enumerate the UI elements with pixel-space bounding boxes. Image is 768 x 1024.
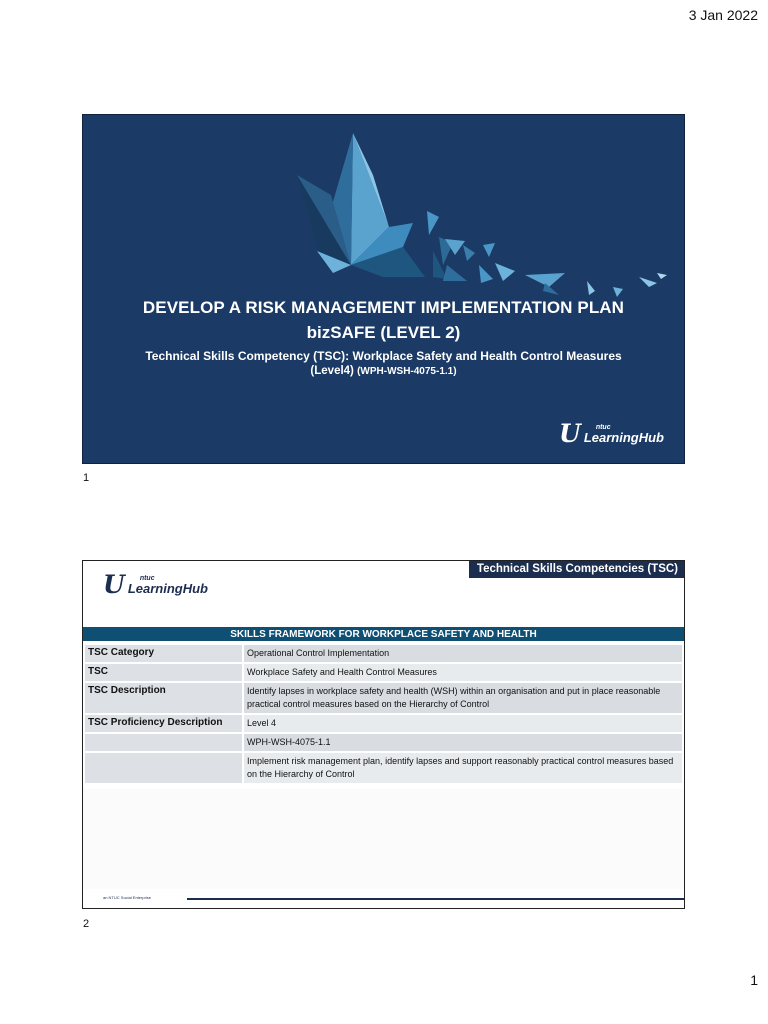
row-value: Workplace Safety and Health Control Measures [244, 664, 682, 681]
slide-footer [83, 897, 684, 900]
table-row [85, 734, 682, 751]
slide-2-number: 2 [83, 918, 90, 930]
row-value: Operational Control Implementation [244, 645, 682, 662]
u-logo-icon: U [559, 419, 581, 448]
tsc-header: Technical Skills Competencies (TSC) [469, 561, 684, 578]
footer-text: an NTUC Social Enterprise [103, 895, 152, 900]
tsc-line: Technical Skills Competency (TSC): Workplace Safety and Health Control Measures [145, 349, 622, 363]
row-value: WPH-WSH-4075-1.1 [244, 734, 682, 751]
course-code: (WPH-WSH-4075-1.1) [357, 366, 457, 377]
table-row [85, 715, 682, 732]
slide-1-number: 1 [83, 472, 90, 484]
slide-subtitle: bizSAFE (LEVEL 2) [306, 323, 461, 342]
row-label: TSC Description [85, 683, 242, 713]
page-number: 1 [750, 972, 758, 988]
table-row [85, 753, 682, 783]
logo-small-text: ntuc [595, 423, 611, 431]
row-value: Level 4 [244, 715, 682, 732]
logo-name: LearningHub [583, 429, 664, 445]
level-line: (Level4) (WPH-WSH-4075-1.1) [310, 365, 457, 377]
row-value: Identify lapses in workplace safety and health (WSH) within an organisation and put in place reasonable practical control measures based on the Hierarchy of Control [244, 683, 682, 713]
table-row [85, 664, 682, 681]
slide-1 [82, 114, 685, 464]
row-label: TSC Proficiency Description [85, 715, 242, 732]
content-area [83, 789, 684, 889]
slide-2 [82, 560, 685, 909]
row-value: Implement risk management plan, identify lapses and support reasonably practical control measures based on the Hierarchy of Control [244, 753, 682, 783]
row-label: TSC Category [85, 645, 242, 662]
row-label [85, 753, 242, 783]
table-row [85, 645, 682, 662]
document-date: 3 Jan 2022 [688, 7, 758, 23]
learninghub-logo [559, 421, 664, 446]
row-label [85, 734, 242, 751]
origami-bird-graphic [83, 115, 685, 464]
slide-title: DEVELOP A RISK MANAGEMENT IMPLEMENTATION PLAN [142, 298, 625, 317]
table-row [85, 683, 682, 713]
u-logo-icon: U [103, 570, 125, 599]
framework-title: SKILLS FRAMEWORK FOR WORKPLACE SAFETY AND HEALTH [83, 627, 684, 641]
logo-name: LearningHub [127, 580, 208, 596]
row-label: TSC [85, 664, 242, 681]
logo-small-text: ntuc [139, 574, 155, 582]
footer-divider [187, 898, 684, 900]
learninghub-logo-2 [103, 572, 208, 597]
framework-table [83, 643, 684, 785]
